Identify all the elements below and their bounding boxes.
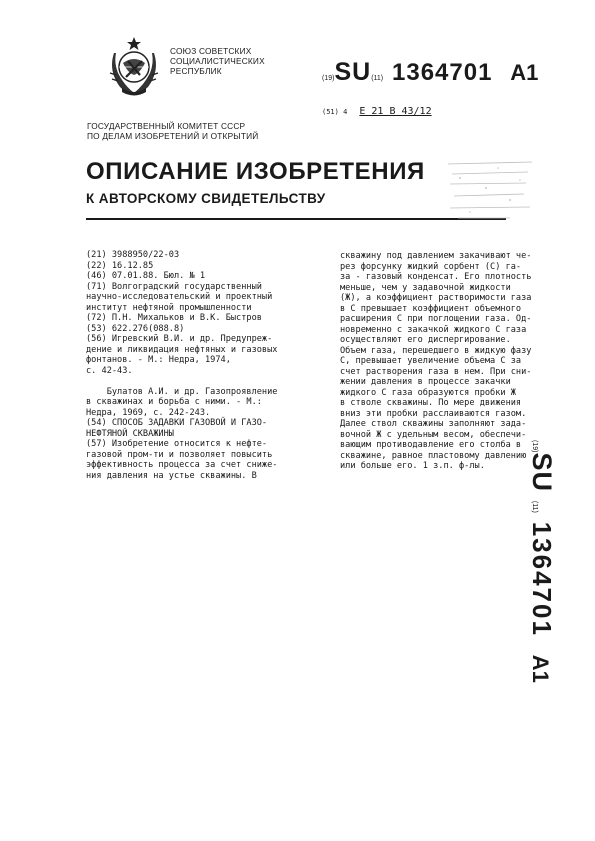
patent-number: 1364701 [527, 521, 557, 637]
text-line: меньше, чем у задавочной жидкости [340, 282, 511, 293]
code-19: (19) [531, 440, 538, 453]
code-11: (11) [531, 500, 538, 513]
text-line: (22) 16.12.85 [86, 260, 154, 271]
text-line [86, 376, 277, 387]
publication-number [322, 58, 538, 87]
country-name-block [170, 46, 265, 76]
document-subtitle: К АВТОРСКОМУ СВИДЕТЕЛЬСТВУ [86, 191, 326, 206]
country-code: SU [334, 58, 372, 86]
text-line: фонтанов. - М.: Недра, 1974, [86, 355, 231, 365]
union-line: РЕСПУБЛИК [170, 66, 222, 76]
text-line: за - газовый конденсат. Его плотность [340, 272, 532, 282]
text-line: скважину под давлением закачивают че- [340, 251, 532, 261]
text-line: Далее ствол скважины заполняют зада- [340, 419, 527, 429]
text-line: Объем газа, перешедшего в жидкую фазу [340, 345, 532, 356]
text-line: научно-исследовательский и проектный [86, 292, 273, 302]
text-line: вочной Ж с удельным весом, обеспечи- [340, 429, 527, 440]
text-line: (46) 07.01.88. Бюл. № 1 [86, 271, 205, 281]
text-line: с. 42-43. [86, 365, 133, 376]
text-line: (71) Волгоградский государственный [86, 281, 262, 292]
text-line: жидкого С газа образуются пробки Ж [340, 387, 516, 398]
text-line: ния давления на устье скважины. В [86, 470, 257, 481]
text-line: Булатов А.И. и др. Газопроявление [86, 386, 278, 397]
text-line: Недра, 1969, с. 242-243. [86, 407, 211, 418]
union-line: СОЮЗ СОВЕТСКИХ [170, 46, 252, 56]
ipc-value: E 21 B 43/12 [359, 106, 432, 117]
patent-number: 1364701 [392, 59, 493, 86]
ipc-classification [322, 106, 432, 117]
text-line: скважине, равное пластовому давлению [340, 450, 527, 461]
committee-line: ГОСУДАРСТВЕННЫЙ КОМИТЕТ СССР [87, 121, 246, 131]
text-line: вниз эти пробки расслаиваются газом. [340, 408, 527, 419]
text-line: эффективность процесса за счет сниже- [86, 460, 278, 470]
text-line: (Ж), а коэффициент растворимости газа [340, 293, 532, 303]
text-line: в С превышает коэффициент объемного [340, 303, 522, 314]
text-line: в скважинах и борьба с ними. - М.: [86, 397, 262, 407]
text-line: (54) СПОСОБ ЗАДАВКИ ГАЗОВОЙ И ГАЗО- [86, 418, 268, 428]
text-line: новременно с закачкой жидкого С газа [340, 324, 527, 335]
right-column [340, 251, 531, 472]
committee-block [87, 121, 258, 141]
text-line: осуществляют его диспергирование. [340, 335, 511, 345]
document-title: ОПИСАНИЕ ИЗОБРЕТЕНИЯ [86, 158, 425, 185]
text-line: в стволе скважины. По мере движения [340, 398, 522, 408]
text-line: жении давления в процессе закачки [340, 377, 511, 387]
ussr-emblem-icon [104, 33, 164, 99]
committee-line: ПО ДЕЛАМ ИЗОБРЕТЕНИЙ И ОТКРЫТИЙ [87, 131, 259, 141]
text-line: или больше его. 1 з.п. ф-лы. [340, 461, 485, 471]
text-line: вающим противодавление его столба в [340, 440, 522, 450]
left-column [86, 250, 277, 481]
text-line: НЕФТЯНОЙ СКВАЖИНЫ [86, 428, 174, 439]
text-line: счет растворения газа в нем. При сни- [340, 366, 532, 377]
kind-code: A1 [528, 654, 553, 683]
text-line: (57) Изобретение относится к нефте- [86, 439, 268, 449]
text-line: С, превышает увеличение объема С за [340, 356, 522, 366]
ipc-code: (51) 4 [322, 108, 348, 116]
text-line: (21) 3988950/22-03 [86, 250, 180, 260]
country-code: SU [527, 452, 557, 492]
kind-code: A1 [510, 60, 539, 85]
code-19: (19) [322, 75, 335, 82]
text-line: дение и ликвидация нефтяных и газовых [86, 344, 278, 355]
library-stamp-icon [440, 152, 540, 230]
text-line: (56) Игревский В.И. и др. Предупреж- [86, 334, 273, 344]
text-line: расширения С при поглощении газа. Од- [340, 314, 532, 324]
text-line: институт нефтяной промышленности [86, 302, 252, 313]
code-11: (11) [371, 75, 384, 82]
text-line: газовой пром-ти и позволяет повысить [86, 449, 273, 460]
text-line: рез форсунку жидкий сорбент (С) га- [340, 261, 522, 272]
vertical-publication-number [526, 440, 557, 683]
text-line: (53) 622.276(088.8) [86, 323, 185, 334]
union-line: СОЦИАЛИСТИЧЕСКИХ [170, 56, 265, 66]
text-line: (72) П.Н. Михальков и В.К. Быстров [86, 313, 262, 323]
